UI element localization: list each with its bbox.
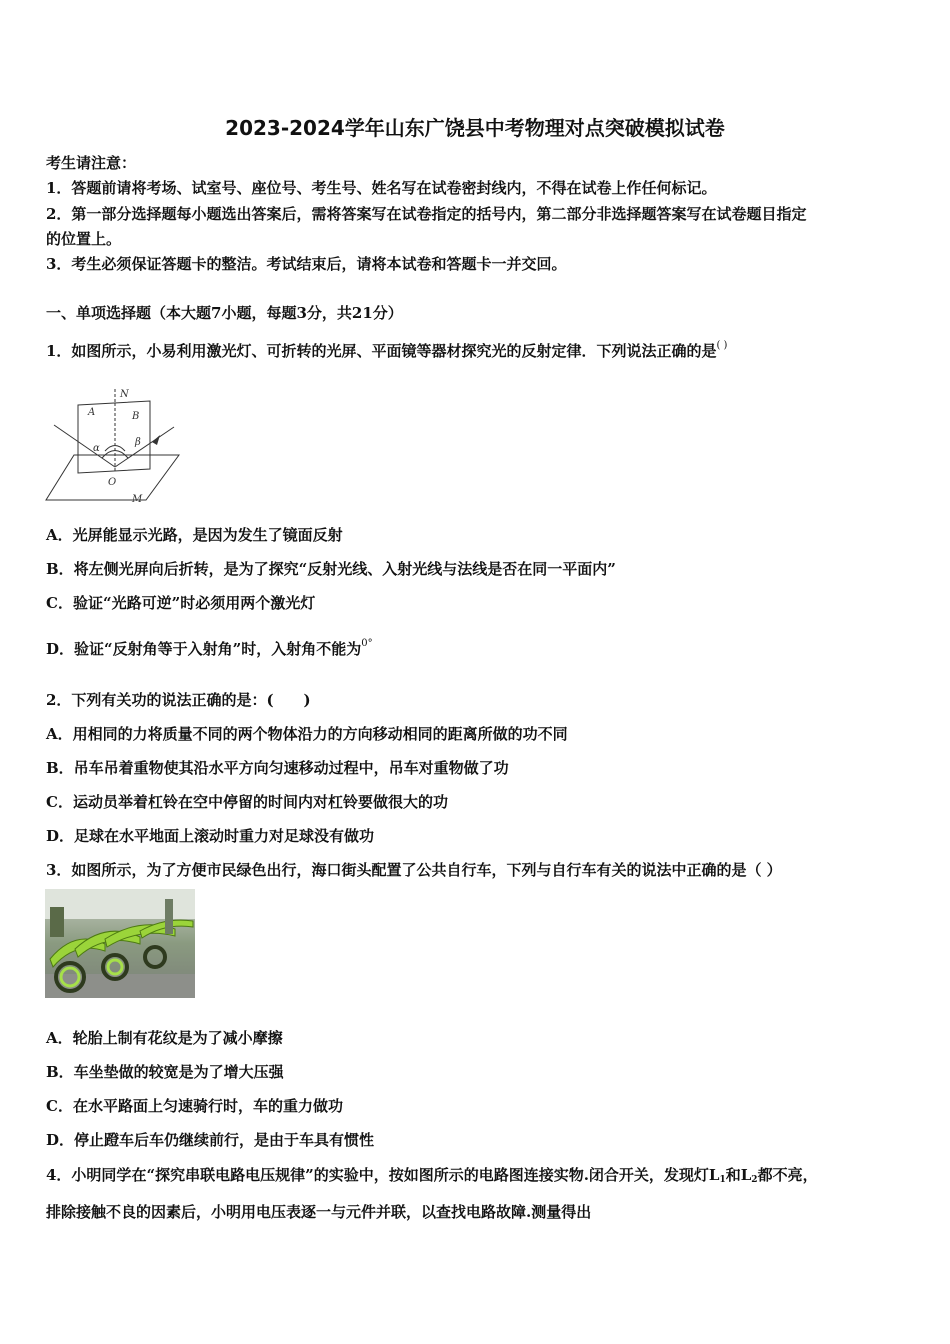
reflection-experiment-figure — [44, 385, 184, 507]
option-b: B．吊车吊着重物使其沿水平方向匀速移动过程中，吊车对重物做了功 — [46, 759, 509, 777]
subscript: 2 — [751, 1175, 758, 1185]
answer-bracket: ( ) — [716, 340, 728, 351]
notice-item: 3．考生必须保证答题卡的整洁。考试结束后，请将本试卷和答题卡一并交回。 — [46, 255, 567, 273]
question-4-continued: 排除接触不良的因素后，小明用电压表逐一与元件并联，以查找电路故障.测量得出 — [46, 1203, 592, 1221]
conjunction: 和 — [725, 1166, 741, 1184]
question-2-stem: 2．下列有关功的说法正确的是：( ) — [46, 691, 311, 709]
reflected-ray — [115, 427, 174, 467]
lamp-symbol: L — [708, 1166, 720, 1184]
label-b: B — [132, 411, 140, 422]
option-d — [46, 638, 373, 659]
option-d: D．停止蹬车后车仍继续前行，是由于车具有惯性 — [46, 1131, 375, 1149]
label-o: O — [108, 477, 117, 488]
lamp-symbol: L — [740, 1166, 752, 1184]
option-a: A．用相同的力将质量不同的两个物体沿力的方向移动相同的距离所做的功不同 — [46, 725, 568, 743]
question-1-stem — [46, 340, 727, 361]
notice-item: 1．答题前请将考场、试室号、座位号、考生号、姓名写在试卷密封线内，不得在试卷上作任何标记。 — [46, 179, 717, 197]
section-heading: 一、单项选择题（本大题7小题，每题3分，共21分） — [46, 304, 403, 322]
option-d: D．足球在水平地面上滚动时重力对足球没有做功 — [46, 827, 375, 845]
label-m: M — [132, 494, 143, 505]
option-b: B．将左侧光屏向后折转，是为了探究“反射光线、入射光线与法线是否在同一平面内” — [46, 560, 616, 578]
label-alpha: α — [93, 443, 100, 454]
notice-item: 的位置上。 — [46, 230, 122, 248]
option-a: A．轮胎上制有花纹是为了减小摩擦 — [46, 1029, 283, 1047]
option-c: C．验证“光路可逆”时必须用两个激光灯 — [46, 594, 316, 612]
option-c: C．在水平路面上匀速骑行时，车的重力做功 — [46, 1097, 343, 1115]
label-n: N — [120, 389, 129, 400]
option-text: D．验证“反射角等于入射角”时，入射角不能为 — [46, 640, 362, 658]
public-bicycles-photo — [45, 889, 195, 998]
option-a: A．光屏能显示光路，是因为发生了镜面反射 — [46, 526, 343, 544]
question-text: 都不亮， — [757, 1166, 818, 1184]
incident-ray — [54, 425, 115, 467]
notice-item: 2．第一部分选择题每小题选出答案后，需将答案写在试卷指定的括号内，第二部分非选择题答案写在试卷题目指定 — [46, 205, 807, 223]
label-beta: β — [135, 437, 141, 448]
question-text: 4．小明同学在“探究串联电路电压规律”的实验中，按如图所示的电路图连接实物.闭合开关，发现灯 — [46, 1166, 709, 1184]
question-3-stem: 3．如图所示，为了方便市民绿色出行，海口街头配置了公共自行车，下列与自行车有关的说法中正确的是（ ） — [46, 861, 782, 879]
label-a: A — [88, 407, 96, 418]
question-4-stem — [46, 1164, 818, 1185]
degree-mark: 0° — [361, 638, 373, 649]
subscript: 1 — [719, 1175, 726, 1185]
option-c: C．运动员举着杠铃在空中停留的时间内对杠铃要做很大的功 — [46, 793, 448, 811]
page-title: 2023-2024学年山东广饶县中考物理对点突破模拟试卷 — [225, 116, 725, 140]
notice-heading: 考生请注意： — [46, 154, 137, 172]
question-text: 1．如图所示，小易利用激光灯、可折转的光屏、平面镜等器材探究光的反射定律．下列说法正确的是 — [46, 342, 717, 360]
option-b: B．车坐垫做的较宽是为了增大压强 — [46, 1063, 284, 1081]
